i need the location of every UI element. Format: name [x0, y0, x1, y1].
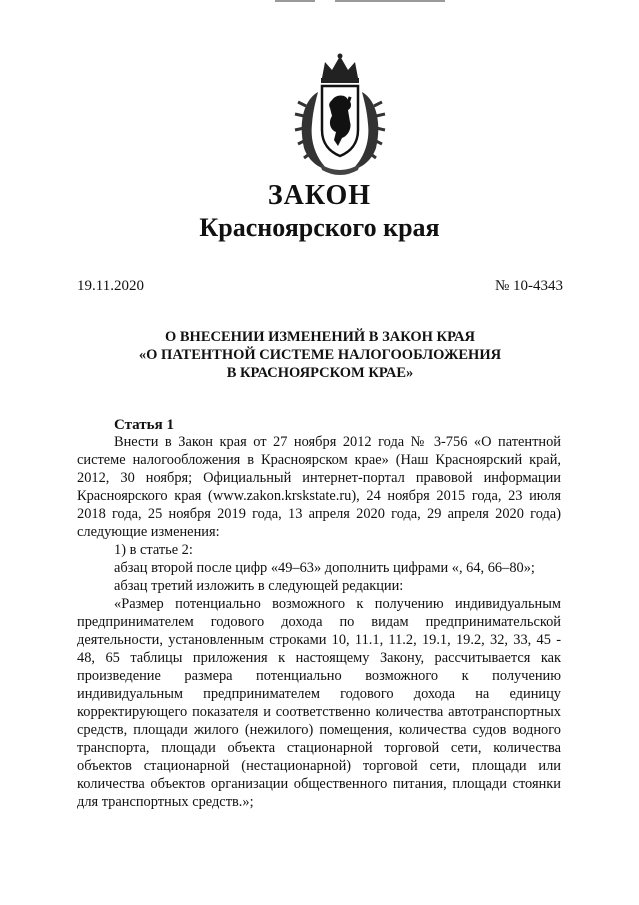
paragraph: «Размер потенциально возможного к получению индивидуальным предпринимателем годового дохода по видам предпринимательской деятельности, установленным строками 10, 11.1, 11.2, 19.1, 19.2, 32, 33, 45 - 48, 65 таблицы приложения к настоящему Закону, рассчитывается как произведение размера потенциально возможного к получению индивидуальным предпринимателем годового дохода на единицу корректирующего показателя и соответственно количества автотранспортных средств, площади жилого (нежилого) помещения, количества судов водного транспорта, площади объекта стационарной торговой сети, количества объектов стационарной (нестационарной) торговой сети, площади или количества объектов организации общественного питания, площади стоянки для транспортных средств.»; [77, 596, 561, 810]
heading-line: О ВНЕСЕНИИ ИЗМЕНЕНИЙ В ЗАКОН КРАЯ [164, 329, 476, 345]
paragraph: 1) в статье 2: [114, 542, 193, 558]
scan-mark [275, 0, 315, 2]
document-date: 19.11.2020 [77, 278, 144, 294]
heading-line: В КРАСНОЯРСКОМ КРАЕ» [226, 365, 414, 381]
heading-line: «О ПАТЕНТНОЙ СИСТЕМЕ НАЛОГООБЛОЖЕНИЯ [138, 347, 502, 363]
paragraph: абзац второй после цифр «49–63» дополнить цифрами «, 64, 66–80»; [114, 560, 535, 576]
law-heading [100, 328, 540, 382]
article-body [77, 433, 561, 811]
document-number: № 10-4343 [494, 278, 563, 294]
paragraph: абзац третий изложить в следующей редакции: [114, 578, 404, 594]
scan-marks [275, 0, 465, 4]
coat-of-arms-icon [292, 52, 388, 178]
region-title: Красноярского края [199, 213, 440, 242]
law-title: ЗАКОН [267, 180, 372, 211]
scan-mark [335, 0, 445, 2]
article-title: Статья 1 [114, 417, 174, 433]
paragraph: Внести в Закон края от 27 ноября 2012 года № 3-756 «О патентной системе налогообложения в Красноярском крае» (Наш Красноярский край, 2012, 30 ноября; Официальный интернет-портал правовой информации Красноярского края (www.zakon.krskstate.ru), 24 ноября 2015 года, 23 июля 2018 года, 25 ноября 2019 года, 13 апреля 2020 года, 29 апреля 2020 года) следующие изменения: [77, 434, 561, 540]
